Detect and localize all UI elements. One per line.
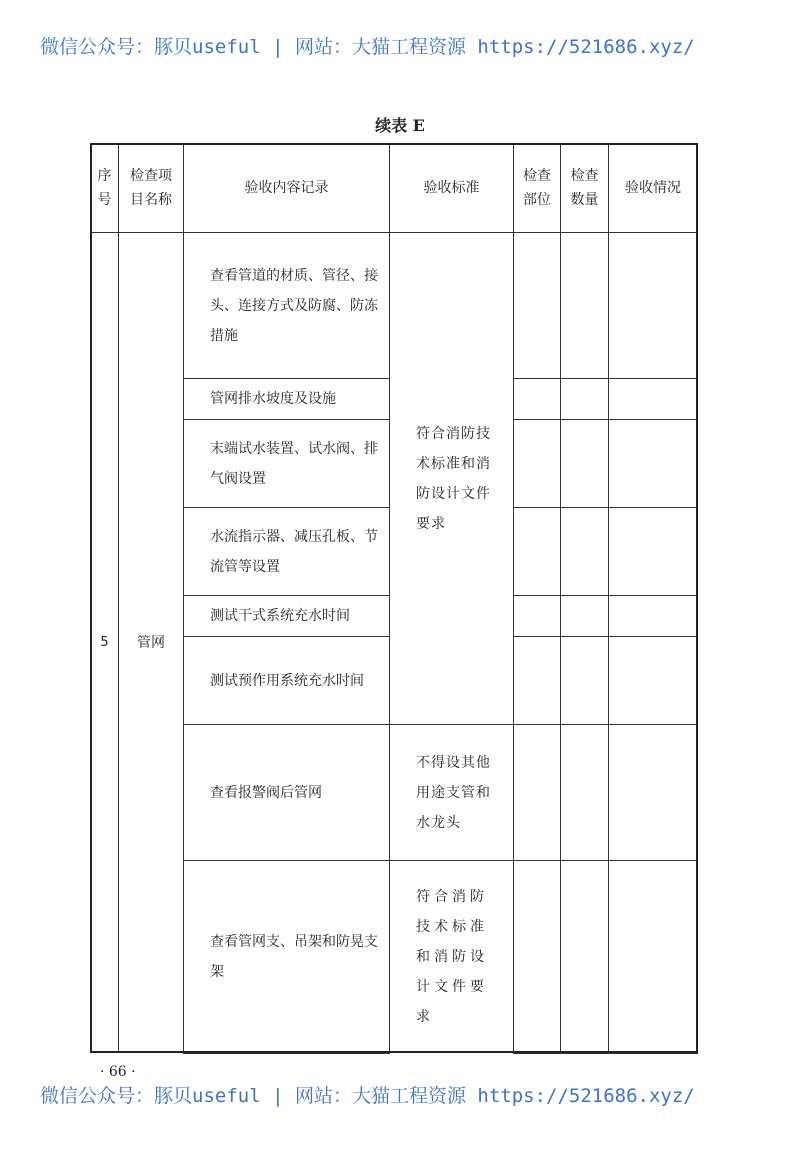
table-title: 续表 E — [375, 116, 425, 135]
result-cell — [608, 724, 698, 861]
quantity-cell — [560, 507, 609, 596]
location-cell — [513, 636, 561, 725]
content-cell: 测试干式系统充水时间 — [183, 595, 390, 637]
watermark-bottom: 微信公众号：豚贝useful | 网站：大猫工程资源 https://521686.xyz/ — [40, 1085, 695, 1107]
header-result: 验收情况 — [608, 143, 698, 233]
header-location: 检查部位 — [513, 143, 561, 233]
content-cell: 测试预作用系统充水时间 — [183, 636, 390, 725]
result-cell — [608, 595, 698, 637]
standard-cell: 符合消防技术标准和消防设计文件要求 — [389, 232, 514, 725]
result-cell — [608, 232, 698, 379]
quantity-cell — [560, 232, 609, 379]
result-cell — [608, 636, 698, 725]
result-cell — [608, 507, 698, 596]
quantity-cell — [560, 419, 609, 508]
content-cell: 查看管道的材质、管径、接头、连接方式及防腐、防冻措施 — [183, 232, 390, 379]
standard-cell: 不得设其他用途支管和水龙头 — [389, 724, 514, 861]
content-cell: 查看报警阀后管网 — [183, 724, 390, 861]
quantity-cell — [560, 595, 609, 637]
location-cell — [513, 860, 561, 1054]
header-seq: 序号 — [90, 143, 119, 233]
location-cell — [513, 507, 561, 596]
result-cell — [608, 378, 698, 420]
result-cell — [608, 860, 698, 1054]
row-item: 管网 — [118, 232, 184, 1053]
header-content: 验收内容记录 — [183, 143, 390, 233]
quantity-cell — [560, 636, 609, 725]
location-cell — [513, 378, 561, 420]
result-cell — [608, 419, 698, 508]
quantity-cell — [560, 378, 609, 420]
standard-cell: 符合消防技术标准和消防设计文件要求 — [389, 860, 514, 1053]
location-cell — [513, 232, 561, 379]
content-cell: 末端试水装置、试水阀、排气阀设置 — [183, 419, 390, 508]
watermark-top: 微信公众号：豚贝useful | 网站：大猫工程资源 https://521686.xyz/ — [40, 36, 695, 58]
quantity-cell — [560, 724, 609, 861]
location-cell — [513, 724, 561, 861]
header-item: 检查项目名称 — [118, 143, 184, 233]
content-cell: 查看管网支、吊架和防晃支架 — [183, 860, 390, 1054]
content-cell: 水流指示器、减压孔板、节流管等设置 — [183, 507, 390, 596]
page-number: · 66 · — [100, 1064, 136, 1080]
location-cell — [513, 595, 561, 637]
quantity-cell — [560, 860, 609, 1054]
content-cell: 管网排水坡度及设施 — [183, 378, 390, 420]
header-standard: 验收标准 — [389, 143, 514, 233]
row-seq: 5 — [90, 232, 119, 1053]
location-cell — [513, 419, 561, 508]
header-quantity: 检查数量 — [560, 143, 609, 233]
